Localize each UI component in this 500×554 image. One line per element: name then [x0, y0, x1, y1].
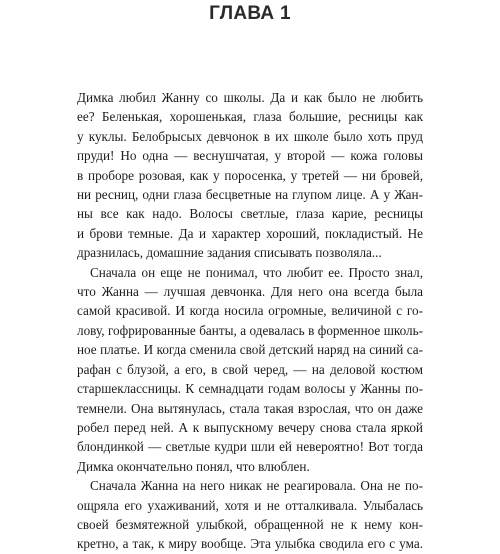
paragraph-3 [77, 476, 423, 554]
text-line: что Жанна — лучшая девчонка. Для него она всегда была [77, 284, 423, 300]
text-line: ное платье. И когда сменила свой детский наряд на синий са- [77, 342, 423, 358]
text-line: блондинкой — светлые кудри шли ей невероятно! Вот тогда [77, 439, 423, 455]
text-line: в проборе розовая, как у поросенка, у третей — ни бровей, [77, 167, 423, 183]
text-line: ощряла его ухаживаний, хотя и не отталкивала. Улыбалась [77, 497, 423, 513]
chapter-body [77, 88, 423, 554]
text-line: своей безмятежной улыбкой, обращенной не к нему кон- [77, 516, 423, 532]
text-line: и брови темные. Да и характер хороший, покладистый. Не [77, 225, 423, 241]
text-line: Сначала он еще не понимал, что любит ее. Просто знал, [90, 264, 423, 280]
text-line: темнели. Она вытянулась, стала такая взрослая, что он даже [77, 400, 423, 416]
text-line: ни ресниц, одни глаза бесцветные на глупом лице. А у Жан- [77, 187, 423, 203]
text-line: пруди! Но одна — веснушчатая, у второй — кожа головы [77, 148, 423, 164]
paragraph-2 [77, 263, 423, 476]
text-line: лову, гофрированные банты, а одевалась в форменное школь- [77, 322, 423, 338]
text-line: кретно, а так, к миру вообще. Эта улыбка сводила его с ума. [77, 536, 423, 552]
text-line: самой красивой. И когда носила огромные, величиной с го- [77, 303, 423, 319]
text-line: Сначала Жанна на него никак не реагировала. Она не по- [90, 478, 423, 494]
text-line: робел перед ней. А к выпускному вечеру снова стала яркой [77, 419, 423, 435]
text-line: рафан с блузой, а его, в свой черед, — на деловой костюм [77, 361, 423, 377]
text-line: дразнилась, домашние задания списывать позволяла... [77, 245, 382, 261]
paragraph-1 [77, 88, 423, 263]
text-line: ны все как надо. Волосы светлые, глаза карие, ресницы [77, 206, 423, 222]
text-line: у куклы. Белобрысых девчонок в их школе было хоть пруд [77, 128, 423, 144]
text-line: Димка окончательно понял, что влюблен. [77, 458, 310, 474]
text-line: старшеклассницы. К семнадцати годам волосы у Жанны по- [77, 381, 423, 397]
text-line: ее? Беленькая, хорошенькая, глаза большие, ресницы как [77, 109, 423, 125]
chapter-title: ГЛАВА 1 [209, 3, 291, 24]
text-line: Димка любил Жанну со школы. Да и как было не любить [77, 90, 423, 105]
